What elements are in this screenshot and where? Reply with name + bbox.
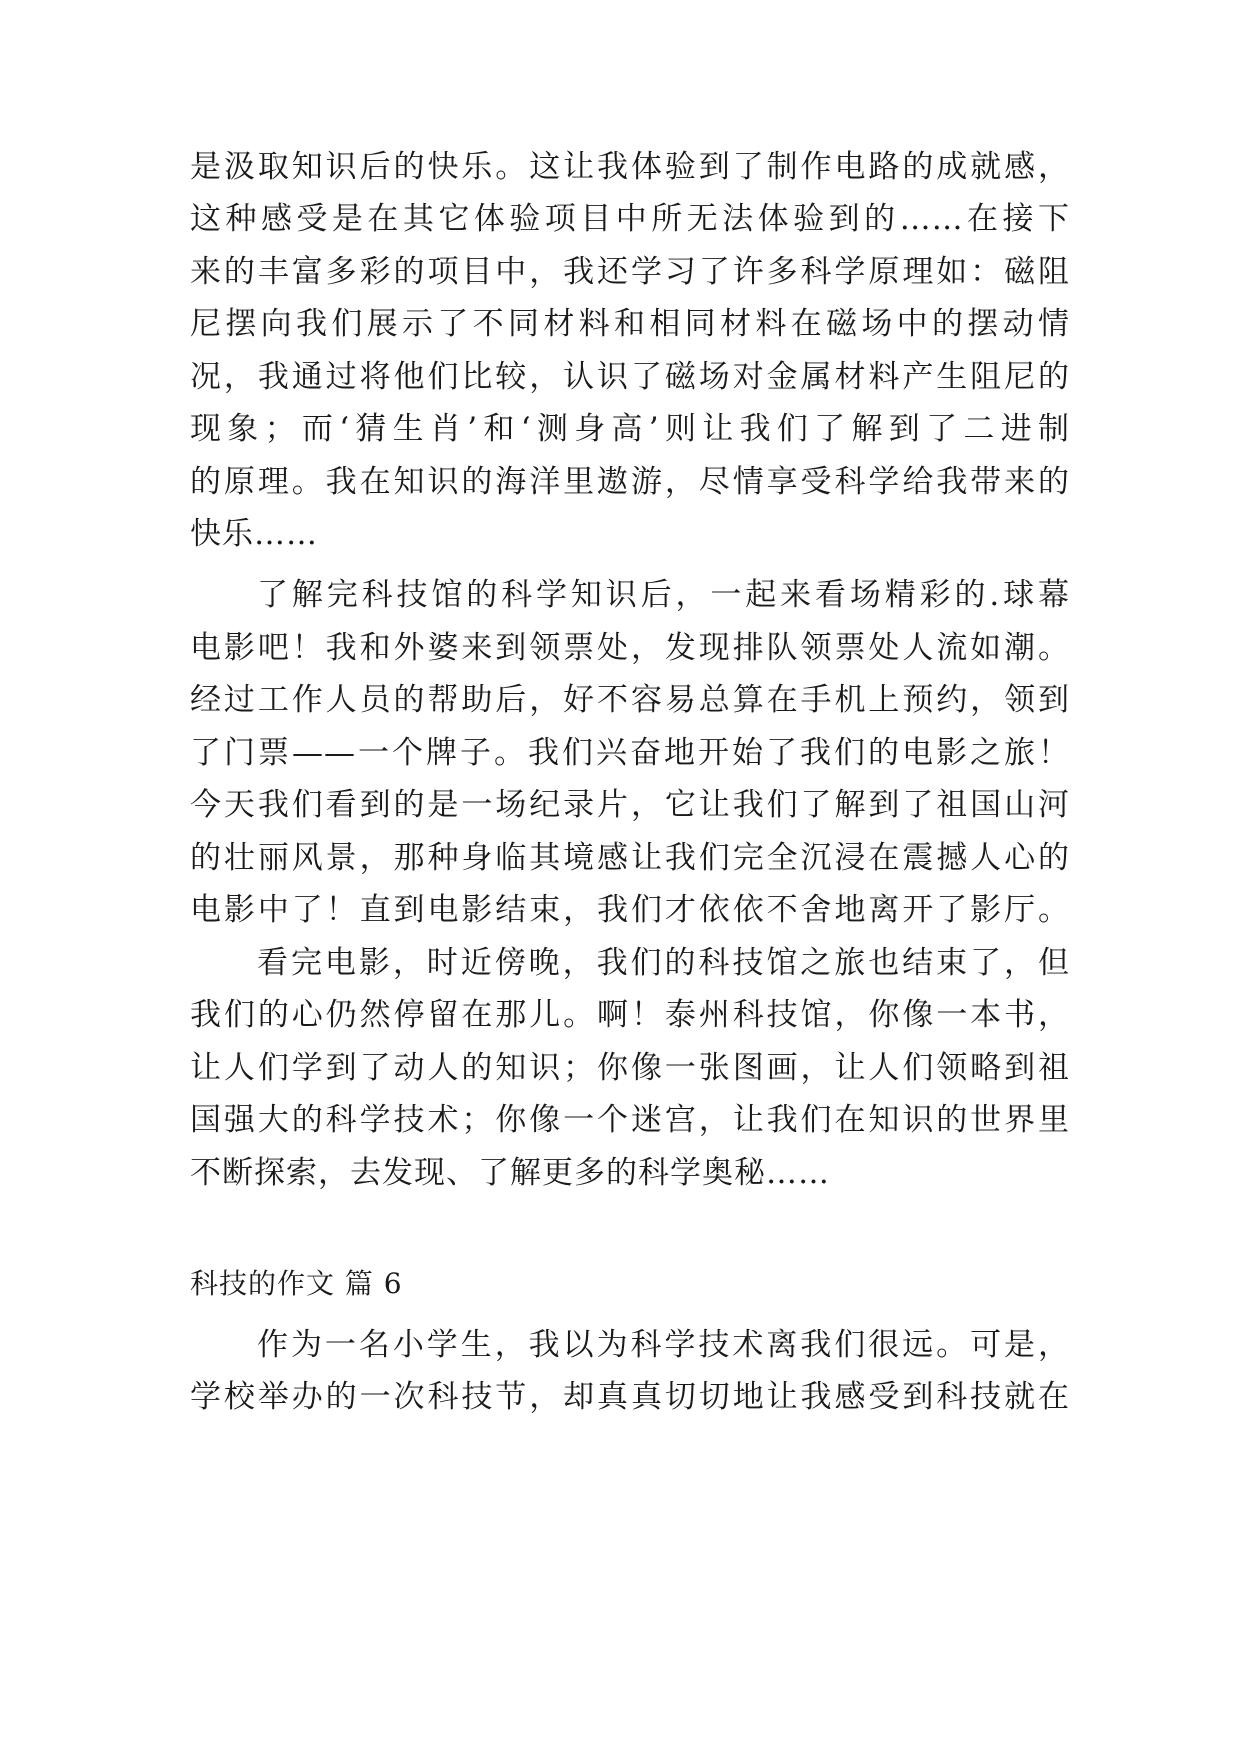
text-line: 电影中了！直到电影结束，我们才依依不舍地离开了影厅。 [190, 892, 1070, 928]
section-heading: 科技的作文 篇 6 [190, 1267, 403, 1300]
text-line: 尼摆向我们展示了不同材料和相同材料在磁场中的摆动情 [190, 306, 1070, 342]
text-line: 来的丰富多彩的项目中，我还学习了许多科学原理如：磁阻 [190, 254, 1070, 290]
text-line: 我们的心仍然停留在那儿。啊！泰州科技馆，你像一本书， [190, 997, 1070, 1033]
text-line: 让人们学到了动人的知识；你像一张图画，让人们领略到祖 [190, 1050, 1070, 1086]
text-line: 今天我们看到的是一场纪录片，它让我们了解到了祖国山河 [190, 787, 1070, 823]
text-line: 现象；而‘猜生肖’和‘测身高’则让我们了解到了二进制 [190, 411, 1070, 447]
text-line: 不断探索，去发现、了解更多的科学奥秘…… [190, 1155, 830, 1191]
text-line: 经过工作人员的帮助后，好不容易总算在手机上预约，领到 [190, 682, 1070, 718]
text-line: 了门票——一个牌子。我们兴奋地开始了我们的电影之旅！ [190, 735, 1070, 771]
text-line: 这种感受是在其它体验项目中所无法体验到的……在接下 [190, 201, 1070, 237]
text-line: 的原理。我在知识的海洋里遨游，尽情享受科学给我带来的 [190, 464, 1070, 500]
text-line: 况，我通过将他们比较，认识了磁场对金属材料产生阻尼的 [190, 359, 1070, 395]
text-line: 是汲取知识后的快乐。这让我体验到了制作电路的成就感， [190, 149, 1070, 185]
text-line: 作为一名小学生，我以为科学技术离我们很远。可是， [257, 1327, 1070, 1363]
text-line: 了解完科技馆的科学知识后，一起来看场精彩的.球幕 [257, 577, 1070, 613]
text-line: 电影吧！我和外婆来到领票处，发现排队领票处人流如潮。 [190, 630, 1070, 666]
text-line: 快乐…… [190, 516, 318, 552]
text-line: 国强大的科学技术；你像一个迷宫，让我们在知识的世界里 [190, 1102, 1070, 1138]
text-line: 学校举办的一次科技节，却真真切切地让我感受到科技就在 [190, 1379, 1070, 1415]
text-line: 看完电影，时近傍晚，我们的科技馆之旅也结束了，但 [257, 945, 1070, 981]
text-line: 的壮丽风景，那种身临其境感让我们完全沉浸在震撼人心的 [190, 840, 1070, 876]
